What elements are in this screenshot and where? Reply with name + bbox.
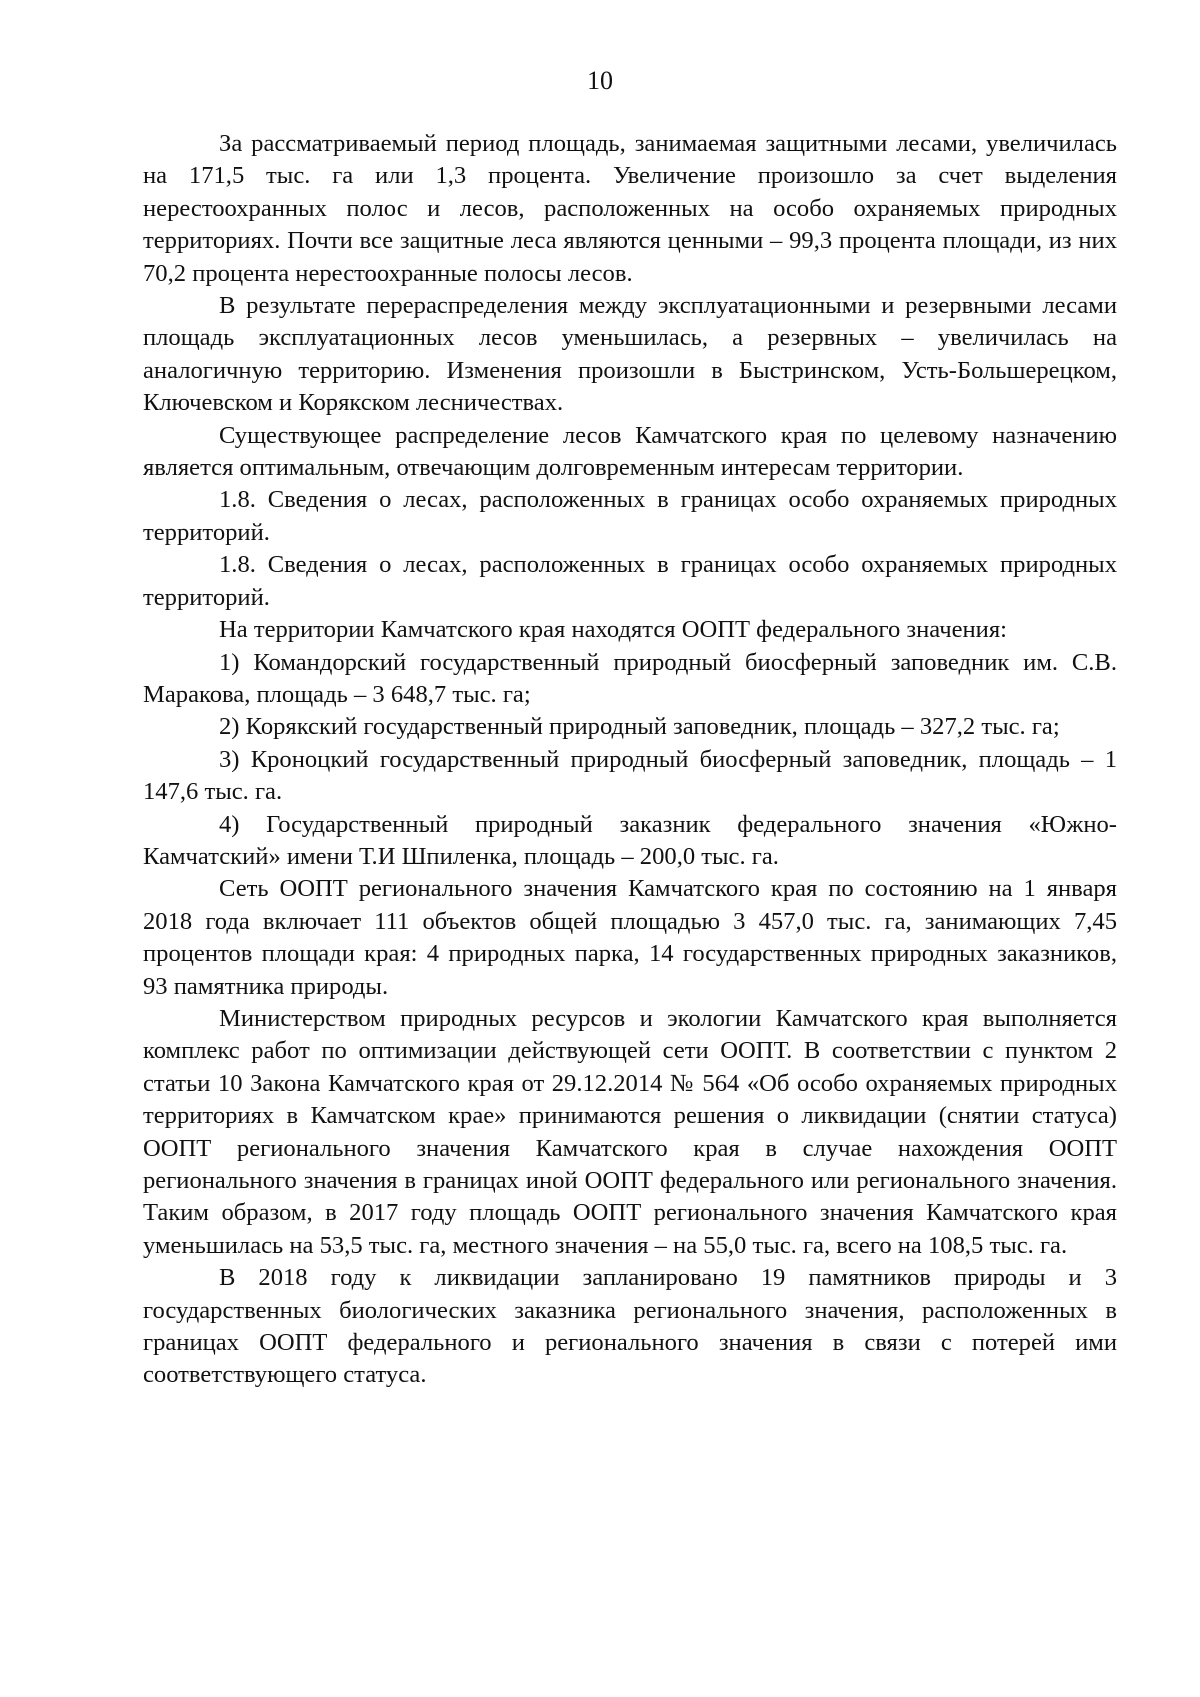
paragraph-redistribution: В результате перераспределения между эксплуатационными и резервными лесами площадь эксплуатационных лесов уменьшилась, а резервных – увеличилась на аналогичную территорию. Изменения произошли в Быстринском, Усть-Большерецком, Ключевском и Корякском лесничествах. xyxy=(143,292,1117,417)
list-item-kronotsky: 3) Кроноцкий государственный природный биосферный заповедник, площадь – 1 147,6 тыс. га. xyxy=(143,745,1117,806)
body-text xyxy=(143,128,1117,1392)
paragraph-2018-liquidation: В 2018 году к ликвидации запланировано 19 памятников природы и 3 государственных биологических заказника регионального значения, расположенных в границах ООПТ федерального и регионального значения в связи с потерей ими соответствующего статуса. xyxy=(143,1264,1117,1389)
list-item-komandorsky: 1) Командорский государственный природный биосферный заповедник им. С.В. Маракова, площадь – 3 648,7 тыс. га; xyxy=(143,648,1117,708)
list-item-koryaksky: 2) Корякский государственный природный заповедник, площадь – 327,2 тыс. га; xyxy=(219,713,1060,741)
paragraph-federal-intro: На территории Камчатского края находятся ООПТ федерального значения: xyxy=(219,616,1007,644)
page-number: 10 xyxy=(587,66,613,95)
list-item-yuzhno-kamchatsky: 4) Государственный природный заказник федерального значения «Южно-Камчатский» имени Т.И Шпиленка, площадь – 200,0 тыс. га. xyxy=(143,810,1117,870)
paragraph-regional-network: Сеть ООПТ регионального значения Камчатского края по состоянию на 1 января 2018 года включает 111 объектов общей площадью 3 457,0 тыс. га, занимающих 7,45 процентов площади края: 4 природных парка, 14 государственных природных заказников, 93 памятника природы. xyxy=(143,875,1117,1000)
paragraph-ministry-optimization: Министерством природных ресурсов и экологии Камчатского края выполняется комплекс работ по оптимизации действующей сети ООПТ. В соответствии с пунктом 2 статьи 10 Закона Камчатского края от 29.12.2014 № 564 «Об особо охраняемых природных территориях в Камчатском крае» принимаются решения о ликвидации (снятии статуса) ООПТ регионального значения Камчатского края в случае нахождения ООПТ регионального значения в границах иной ООПТ федерального или регионального значения. Таким образом, в 2017 году площадь ООПТ регионального значения Камчатского края уменьшилась на 53,5 тыс. га, местного значения – на 55,0 тыс. га, всего на 108,5 тыс. га. xyxy=(143,1004,1117,1259)
section-heading-1-8-repeat: 1.8. Сведения о лесах, расположенных в границах особо охраняемых природных территорий. xyxy=(143,551,1117,611)
paragraph-protective-forests: За рассматриваемый период площадь, занимаемая защитными лесами, увеличилась на 171,5 тыс. га или 1,3 процента. Увеличение произошло за счет выделения нерестоохранных полос и лесов, расположенных на особо охраняемых природных территориях. Почти все защитные леса являются ценными – 99,3 процента площади, из них 70,2 процента нерестоохранные полосы лесов. xyxy=(143,130,1117,287)
section-heading-1-8: 1.8. Сведения о лесах, расположенных в границах особо охраняемых природных территорий. xyxy=(143,486,1117,546)
paragraph-distribution-optimal: Существующее распределение лесов Камчатского края по целевому назначению является оптимальным, отвечающим долговременным интересам территории. xyxy=(143,421,1117,482)
